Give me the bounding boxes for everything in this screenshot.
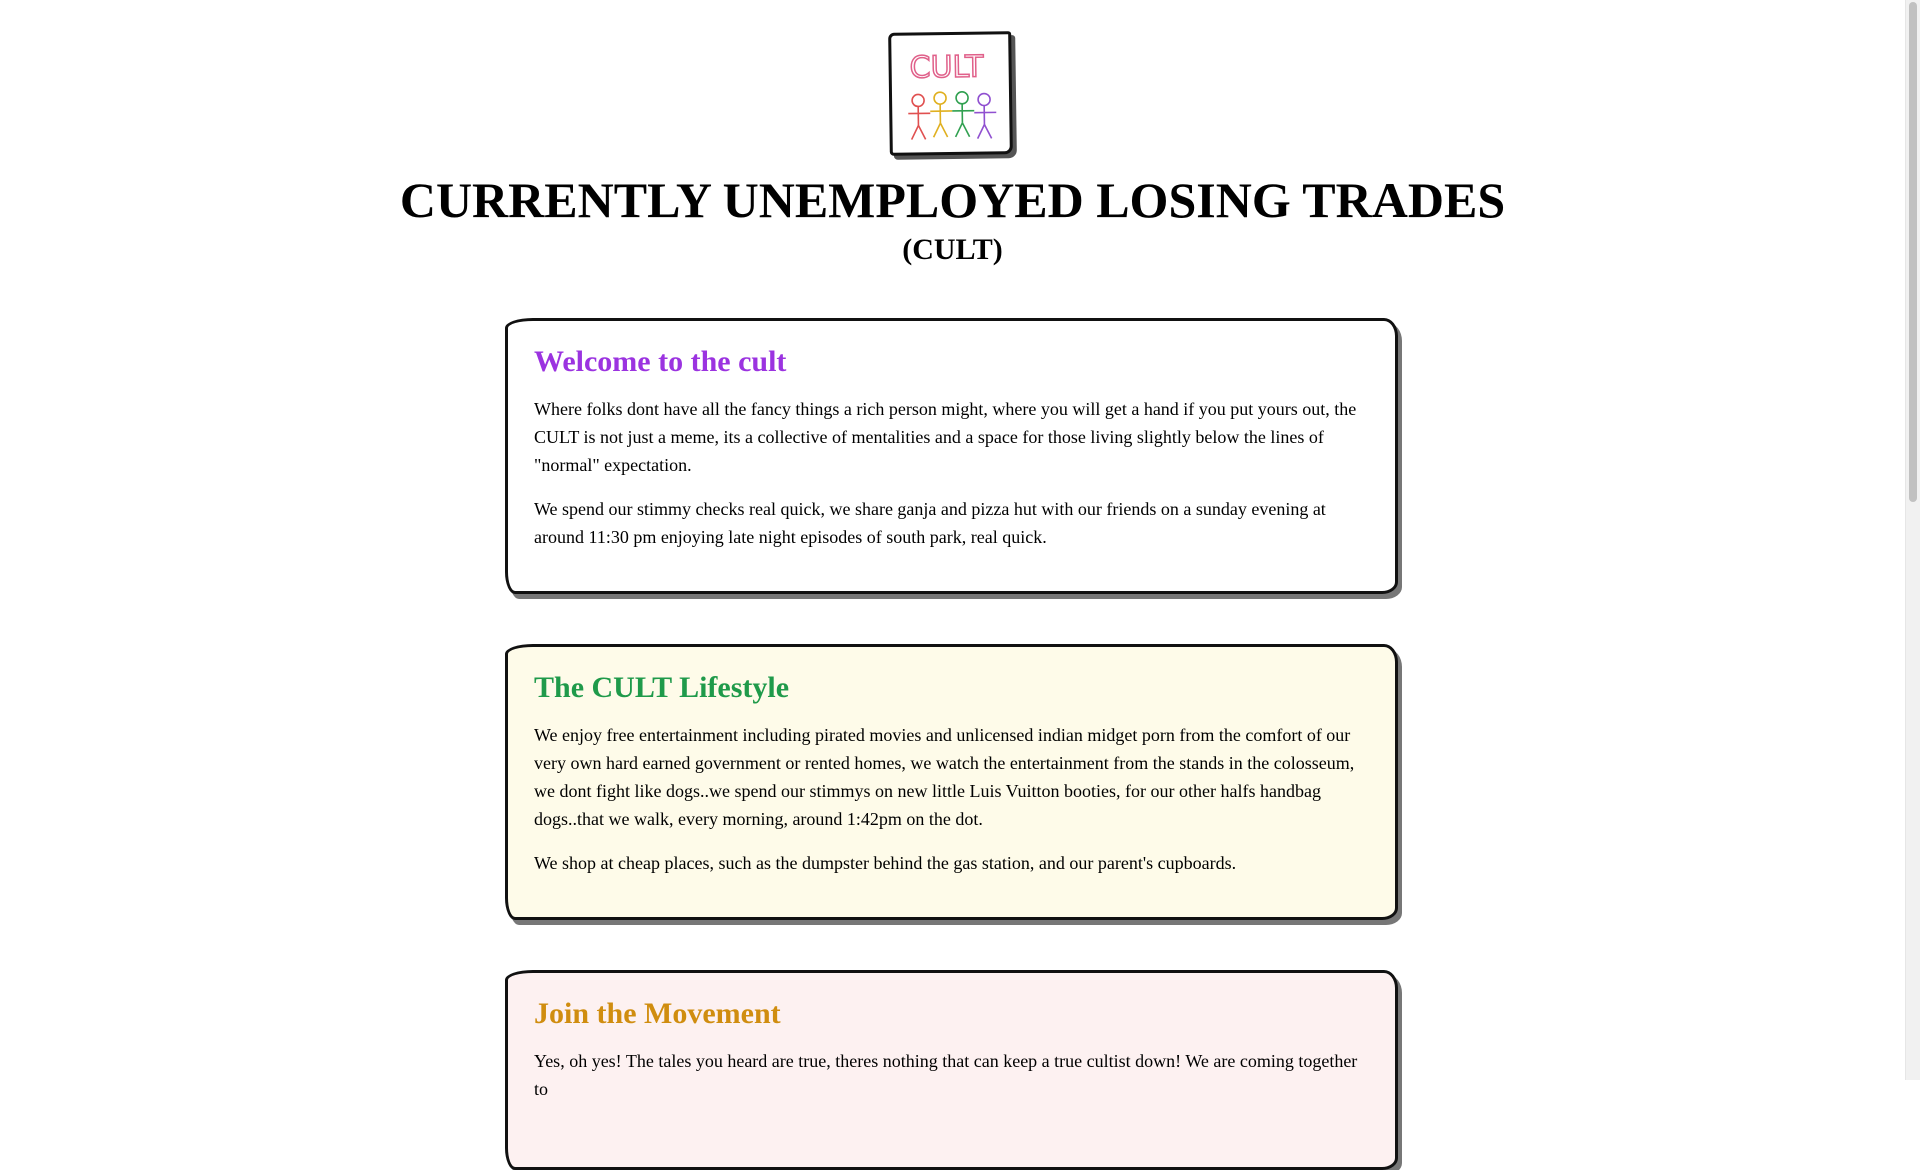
section-paragraph: We spend our stimmy checks real quick, we share ganja and pizza hut with our friends on a sunday evening at around 11:30 pm enjoying late night episodes of south park, real quick. xyxy=(534,495,1369,551)
section-join xyxy=(505,970,1398,1170)
section-paragraph: We shop at cheap places, such as the dumpster behind the gas station, and our parent's cupboards. xyxy=(534,849,1369,877)
section-heading: Join the Movement xyxy=(534,995,1369,1033)
stick-figure-icon xyxy=(930,92,953,137)
logo xyxy=(889,32,1016,159)
stick-figure-icon xyxy=(908,94,931,139)
section-heading: Welcome to the cult xyxy=(534,343,1369,381)
section-paragraph: Where folks dont have all the fancy things a rich person might, where you will get a hand if you put yours out, the CULT is not just a meme, its a collective of mentalities and a space for those living slightly below the lines of "normal" expectation. xyxy=(534,395,1369,479)
scrollbar-thumb[interactable] xyxy=(1909,2,1917,502)
section-paragraph: We enjoy free entertainment including pirated movies and unlicensed indian midget porn from the comfort of our very own hard earned government or rented homes, we watch the entertainment from the stands in the colosseum, we dont fight like dogs..we spend our stimmys on new little Luis Vuitton booties, for our other halfs handbag dogs..that we walk, every morning, around 1:42pm on the dot. xyxy=(534,721,1369,833)
section-welcome xyxy=(505,318,1398,594)
page-subtitle: (CULT) xyxy=(0,230,1905,270)
stick-figure-icon xyxy=(952,92,975,137)
logo-letters: CULT xyxy=(909,50,984,86)
vertical-scrollbar[interactable] xyxy=(1905,0,1920,1080)
logo-frame xyxy=(888,31,1013,156)
stick-figure-icon xyxy=(974,93,997,138)
section-lifestyle xyxy=(505,644,1398,920)
section-paragraph: Yes, oh yes! The tales you heard are true, theres nothing that can keep a true cultist down! We are coming together to xyxy=(534,1047,1369,1103)
section-heading: The CULT Lifestyle xyxy=(534,669,1369,707)
page-title: CURRENTLY UNEMPLOYED LOSING TRADES xyxy=(0,170,1905,230)
cult-logo-drawing xyxy=(899,44,1004,145)
